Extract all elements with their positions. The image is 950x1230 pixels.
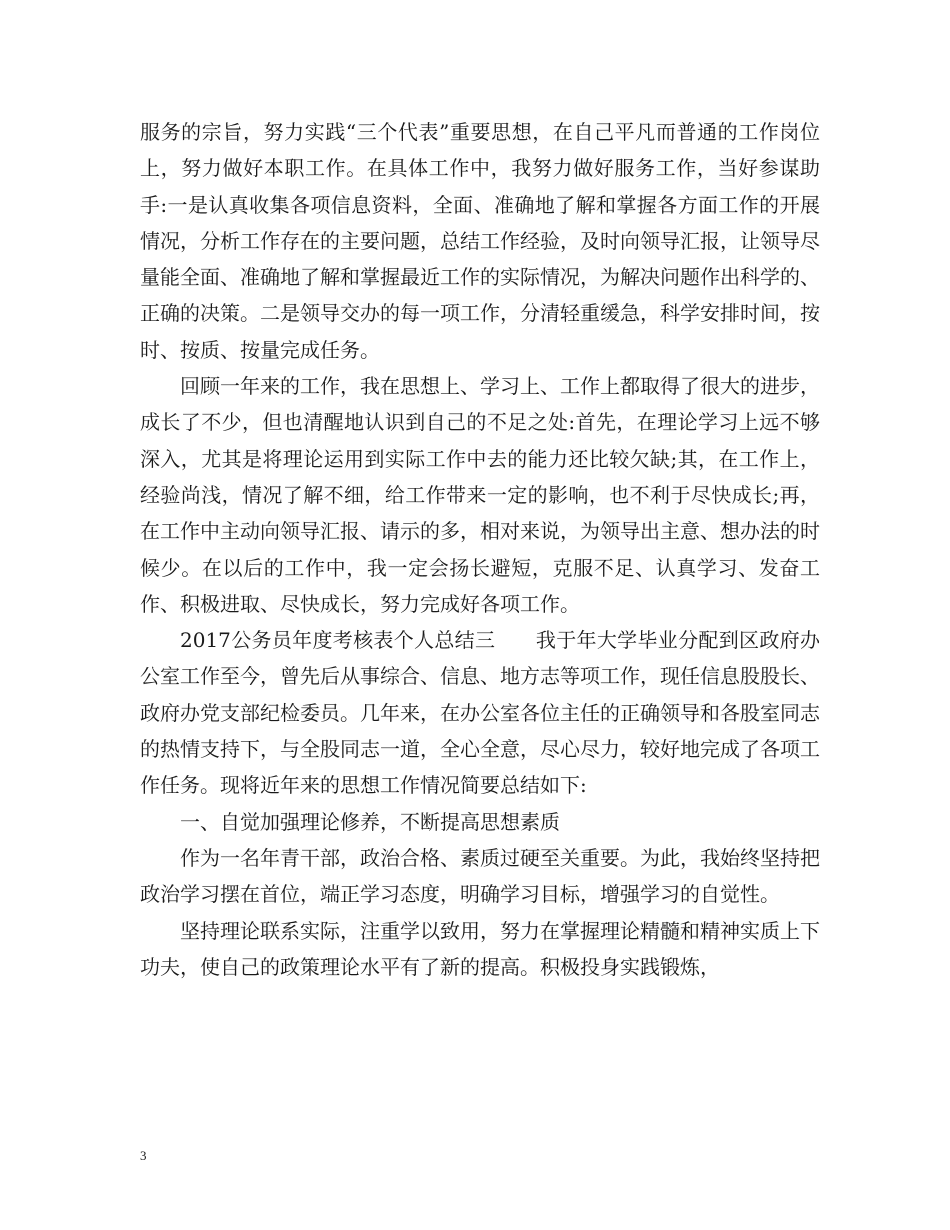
paragraph-2: 回顾一年来的工作，我在思想上、学习上、工作上都取得了很大的进步，成长了不少，但也清醒地认识到自己的不足之处:首先，在理论学习上远不够深入，尤其是将理论运用到实际工作中去的能力还比较欠缺;其，在工作上，经验尚浅，情况了解不细，给工作带来一定的影响，也不利于尽快成长;再，在工作中主动向领导汇报、请示的多，相对来说，为领导出主意、想办法的时候少。在以后的工作中，我一定会扬长避短，克服不足、认真学习、发奋工作、积极进取、尽快成长，努力完成好各项工作。 [140, 374, 820, 616]
paragraph-4-heading: 一、自觉加强理论修养，不断提高思想素质 [180, 809, 560, 834]
paragraph-1: 服务的宗旨，努力实践“三个代表”重要思想，在自己平凡而普通的工作岗位上，努力做好本职工作。在具体工作中，我努力做好服务工作，当好参谋助手:一是认真收集各项信息资料，全面、准确地了解和掌握各方面工作的开展情况，分析工作存在的主要问题，总结工作经验，及时向领导汇报，让领导尽量能全面、准确地了解和掌握最近工作的实际情况，为解决问题作出科学的、正确的决策。二是领导交办的每一项工作，分清轻重缓急，科学安排时间，按时、按质、按量完成任务。 [140, 120, 820, 362]
paragraph-6: 坚持理论联系实际，注重学以致用，努力在掌握理论精髓和精神实质上下功夫，使自己的政策理论水平有了新的提高。积极投身实践锻炼， [140, 918, 820, 979]
paragraph-3: 2017公务员年度考核表个人总结三 我于年大学毕业分配到区政府办公室工作至今，曾先后从事综合、信息、地方志等项工作，现任信息股股长、政府办党支部纪检委员。几年来，在办公室各位主任的正确领导和各股室同志的热情支持下，与全股同志一道，全心全意，尽心尽力，较好地完成了各项工作任务。现将近年来的思想工作情况简要总结如下: [140, 628, 820, 798]
page-number: 3 [140, 1148, 147, 1163]
document-body [140, 114, 820, 985]
paragraph-5: 作为一名年青干部，政治合格、素质过硬至关重要。为此，我始终坚持把政治学习摆在首位，端正学习态度，明确学习目标，增强学习的自觉性。 [140, 845, 820, 907]
